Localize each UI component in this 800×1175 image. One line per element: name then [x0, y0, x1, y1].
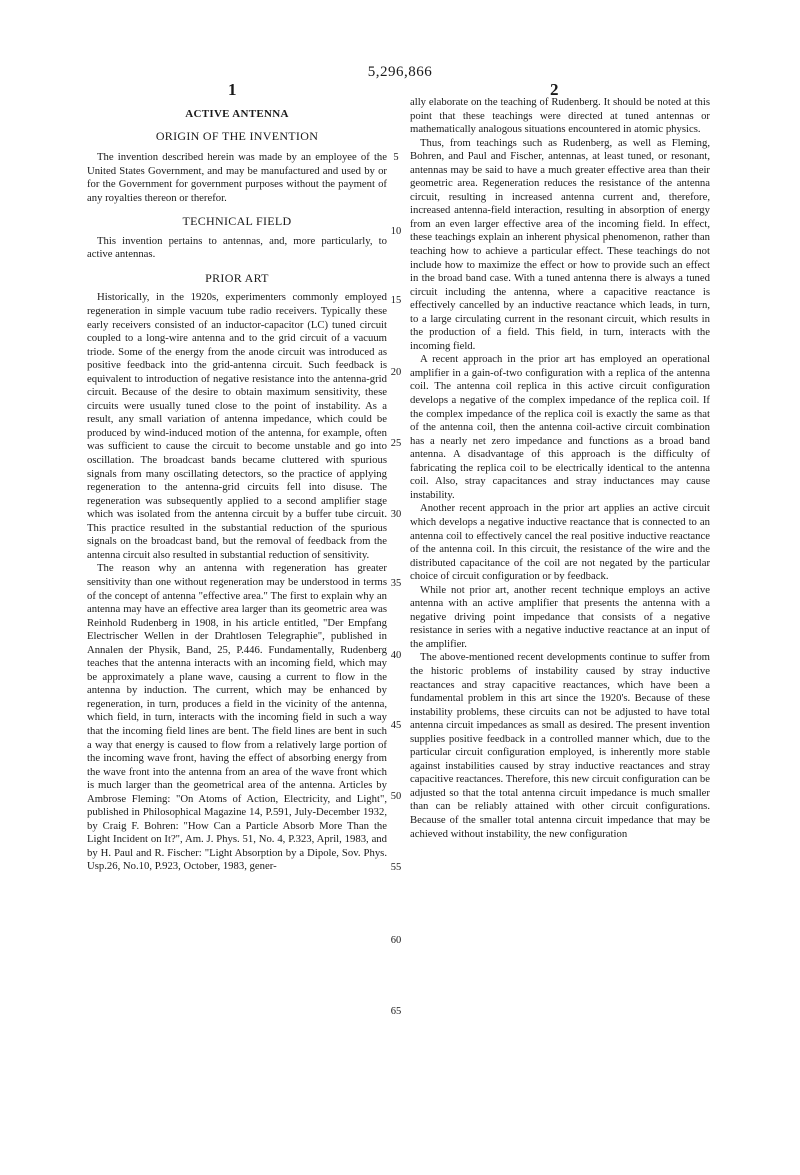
line-number-45: 45	[390, 720, 402, 731]
right-paragraph-3: Another recent approach in the prior art applies an active circuit which develops a negative inductive reactance that is connected to an antenna coil to effectively cancel the real positive inductive reactance of the antenna coil. In this circuit, the resistance of the wire and the distributed capacitance of the coil are not negated by the particular choice of circuit configuration or by feedback.	[410, 502, 710, 583]
origin-paragraph: The invention described herein was made by an employee of the United States Government, and may be manufactured and used by or for the Government for government purposes without the payment of any royalties thereon or therefor.	[87, 151, 387, 204]
technical-field-paragraph: This invention pertains to antennas, and, more particularly, to active antennas.	[87, 234, 387, 261]
line-number-55: 55	[390, 862, 402, 873]
patent-number: 5,296,866	[367, 64, 433, 80]
right-column	[410, 96, 710, 841]
right-paragraph-4: While not prior art, another recent technique employs an active antenna with an active amplifier that presents the antenna with a negative driving point impedance that consists of a negative resistance in series with a negative inductive reactance at an input of the amplifier.	[410, 583, 710, 650]
right-paragraph-1: Thus, from teachings such as Rudenberg, as well as Fleming, Bohren, and Paul and Fischer, antennas, at least tuned, or resonant, antennas may be said to have a much greater effective area than their geometric area. Regeneration reduces the resistance of the antenna circuit, resulting in increased antenna current and, therefore, increased antenna-field interaction, resulting in absorption of energy from an even larger effective area of the incoming field. In effect, these teachings explain an inherent physical phenomenon, rather than teaching how to achieve a particular effect. These teachings do not include how to maximize the effect or how to provide such an effect in the broad band case. With a tuned antenna there is always a tuned circuit including the antenna, where a capacitive reactance is effectively cancelled by an inductive reactance which leads, in turn, to a large circulating current in the resonant circuit, which results in the production of a field. This field, in turn, interacts with the incoming field.	[410, 136, 710, 352]
line-number-60: 60	[390, 935, 402, 946]
right-paragraph-0: ally elaborate on the teaching of Rudenberg. It should be noted at this point that these teachings were directed at tuned antennas or mathematically analogous situations encountered in atomic physics.	[410, 96, 710, 136]
left-column	[87, 96, 387, 874]
column-number-right: 2	[550, 80, 559, 99]
line-number-15: 15	[390, 295, 402, 306]
heading-technical-field: TECHNICAL FIELD	[182, 214, 292, 229]
line-number-20: 20	[390, 367, 402, 378]
line-number-35: 35	[390, 578, 402, 589]
prior-art-paragraph-1: Historically, in the 1920s, experimenters commonly employed regeneration in simple vacuum tube radio receivers. Typically these early receivers consisted of an inductor-capacitor (LC) tuned circuit coupled to a long-wire antenna and to the grid circuit of a vacuum triode. Some of the energy from the anode circuit was introduced as positive feedback into the grid-antenna circuit. Such feedback is equivalent to introduction of negative resistance into the antenna-grid circuit. Because of the desire to obtain maximum sensitivity, these circuits were usually tuned close to the point of instability. As a result, any small variation of antenna impedance, which could be produced by wind-induced motion of the antenna, for example, often was sufficient to cause the circuit to become unstable and go into oscillation. The broadcast bands became cluttered with spurious signals from many oscillating detectors, so the practice of applying regeneration to the antenna-grid circuits fell into disuse. The regeneration was subsequently applied to a second amplifier stage which was isolated from the antenna circuit by a buffer tube circuit. This practice resulted in the substantial reduction of the spurious signals on the broadcast band, but the removal of feedback from the antenna circuit also resulted in substantial reduction of sensitivity.	[87, 291, 387, 561]
line-number-5: 5	[393, 152, 399, 163]
column-number-left: 1	[228, 80, 237, 99]
prior-art-paragraph-2: The reason why an antenna with regeneration has greater sensitivity than one without regeneration may be understood in terms of the concept of antenna "effective area." The first to explain why an antenna may have an effective area larger than its geometric area was Reinhold Rudenberg in 1908, in his article entitled, "Der Empfang Electrischer Wellen in der Drahtlosen Telegraphie", published in Annalen der Physik, Band, 25, P.446. Fundamentally, Rudenberg teaches that the antenna interacts with an incoming field, which may be approximately a plane wave, causing a current to flow in the antenna by induction. The current, which may be enhanced by regeneration, in turn, produces a field in the vicinity of the antenna, which field, in turn, interacts with the incoming field in such a way that the incoming field lines are bent. The field lines are bent in such a way that energy is caused to flow from a relatively large portion of the incoming wave front, having the effect of absorbing energy from the wave front into the antenna from an area of the wave front which is much larger than the geometrical area of the antenna. Articles by Ambrose Fleming: "On Atoms of Action, Electricity, and Light", published in Philosophical Magazine 14, P.591, July-December 1932, by Craig F. Bohren: "How Can a Particle Absorb More Than the Light Incident on It?", Am. J. Phys. 51, No. 4, P.323, April, 1983, and by H. Paul and R. Fischer: "Light Absorption by a Dipole, Sov. Phys. Usp.26, No.10, P.923, October, 1983, gener-	[87, 562, 387, 873]
line-number-25: 25	[390, 438, 402, 449]
heading-prior-art: PRIOR ART	[205, 270, 269, 285]
line-number-30: 30	[390, 509, 402, 520]
line-number-65: 65	[390, 1006, 402, 1017]
line-number-50: 50	[390, 791, 402, 802]
right-paragraph-5: The above-mentioned recent developments continue to suffer from the historic problems of instability caused by stray inductive reactances and stray capacitive reactances, which have been a fundamental problem in this art since the 1920's. Because of these instability problems, these circuits can not be adjusted to have total antenna circuit impedances as small as desired. The present invention supplies positive feedback in a controlled manner which, due to the particular circuit configuration employed, is inherently more stable against instabilities caused by stray inductive reactances and stray capacitive reactances. Therefore, this new circuit configuration can be adjusted so that the total antenna circuit impedance is much smaller than can be reliably attained with other circuit configurations. Because of the smaller total antenna circuit impedance that may be achieved without instability, the new configuration	[410, 651, 710, 840]
line-number-40: 40	[390, 650, 402, 661]
document-title: ACTIVE ANTENNA	[185, 108, 289, 120]
right-paragraph-2: A recent approach in the prior art has employed an operational amplifier in a gain-of-two configuration with a replica of the antenna coil. The antenna coil replica in this active circuit configuration develops a negative of the complex impedance of the replica coil. If the complex impedance of the replica coil is exactly the same as that of the antenna coil, then the antenna coil-active circuit combination has a nearly net zero impedance and functions as a broad band antenna. A disadvantage of this approach is the difficulty of fabricating the replica coil to be electrically identical to the antenna coil. Also, stray capacitances and stray inductances may cause instability.	[410, 353, 710, 501]
line-number-10: 10	[390, 226, 402, 237]
heading-origin: ORIGIN OF THE INVENTION	[155, 128, 319, 143]
